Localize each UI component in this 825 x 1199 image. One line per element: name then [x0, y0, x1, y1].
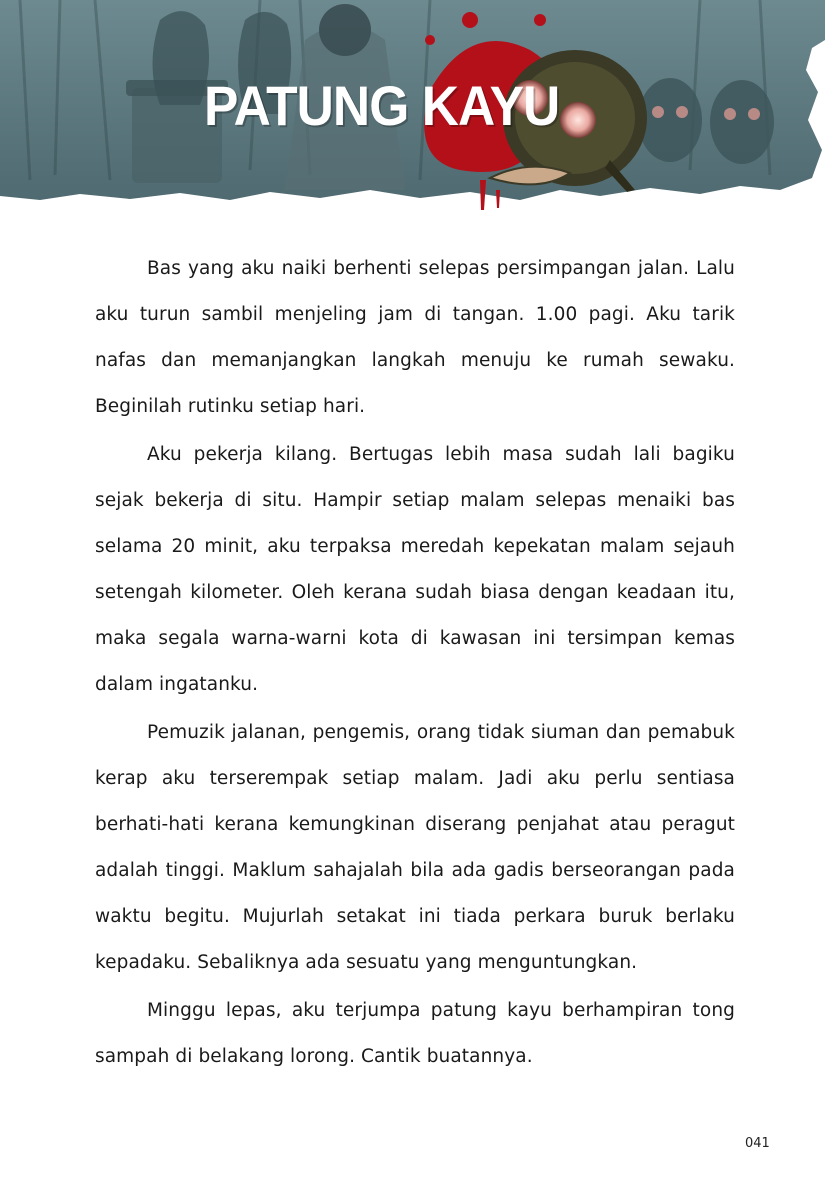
ghost-face-1: [638, 78, 702, 162]
paragraph: Aku pekerja kilang. Bertugas lebih masa sudah lali bagiku sejak bekerja di situ. Hampir setiap malam selepas menaiki bas selama 20 minit, aku terpaksa meredah kepekatan malam sejauh setengah kilometer. Oleh kerana sudah biasa dengan keadaan itu, maka segala warna-warni kota di kawasan ini tersimpan kemas dalam ingatanku.: [95, 444, 735, 695]
chapter-title: PATUNG KAYU: [204, 74, 560, 137]
story-body: [95, 246, 735, 1082]
ghost-face-2: [710, 80, 774, 164]
page-number: 041: [745, 1136, 770, 1151]
ghost-figure-left: [153, 11, 210, 105]
paragraph: Bas yang aku naiki berhenti selepas persimpangan jalan. Lalu aku turun sambil menjeling jam di tangan. 1.00 pagi. Aku tarik nafas dan memanjangkan langkah menuju ke rumah sewaku. Beginilah rutinku setiap hari.: [95, 258, 735, 417]
creature-eye-right: [560, 102, 596, 138]
paragraph: Minggu lepas, aku terjumpa patung kayu berhampiran tong sampah di belakang lorong. Cantik buatannya.: [95, 1000, 735, 1067]
paragraph: Pemuzik jalanan, pengemis, orang tidak siuman dan pemabuk kerap aku terserempak setiap malam. Jadi aku perlu sentiasa berhati-hati kerana kemungkinan diserang penjahat atau peragut adalah tinggi. Maklum sahajalah bila ada gadis berseorangan pada waktu begitu. Mujurlah setakat ini tiada perkara buruk berlaku kepadaku. Sebaliknya ada sesuatu yang menguntungkan.: [95, 722, 735, 973]
